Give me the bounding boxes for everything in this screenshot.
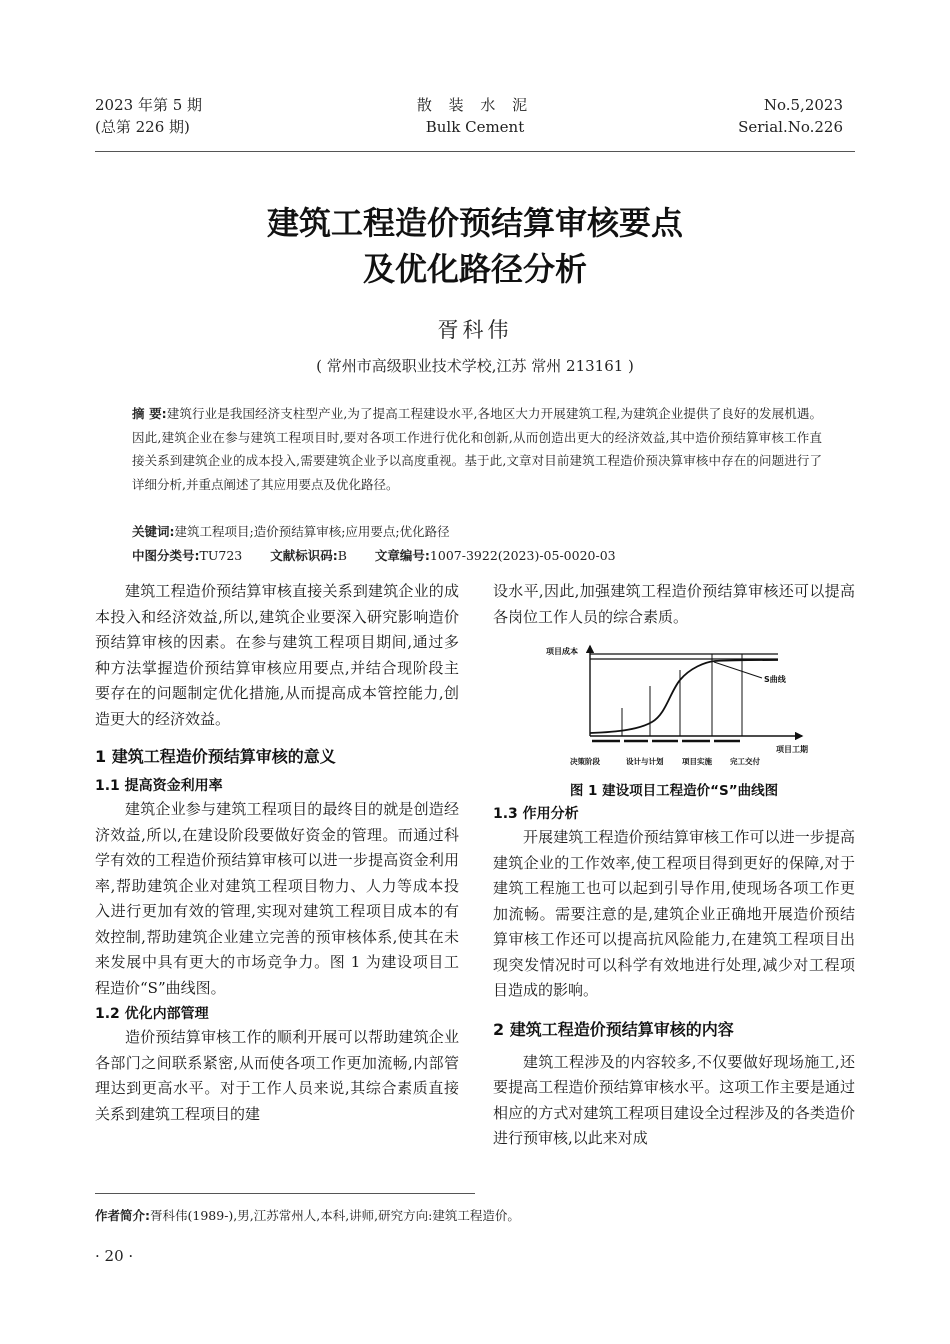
y-axis-label: 项目成本: [546, 647, 578, 656]
x-axis-label: 项目工期: [776, 745, 808, 754]
section-1-3-paragraph: 开展建筑工程造价预结算审核工作可以进一步提高建筑企业的工作效率,使工程项目得到更好的保障,对于建筑工程施工也可以起到引导作用,使现场各项工作更加流畅。需要注意的是,建筑企业正确地开展造价预结算审核工作还可以提高抗风险能力,在建筑工程项目出现突发情况时可以科学有效地进行处理,减少对工程项目造成的影响。: [493, 828, 855, 999]
journal-name-en: Bulk Cement: [425, 118, 525, 136]
section-1-1-heading: 1.1 提高资金利用率: [95, 778, 223, 794]
paper-title: [0, 200, 950, 292]
section-1-1-paragraph: 建筑企业参与建筑工程项目的最终目的就是创造经济效益,所以,在建设阶段要做好资金的管理。而通过科学有效的工程造价预结算审核可以进一步提高资金利用率,帮助建筑企业对建筑工程项目物力、人力等成本投入进行更加有效的管理,实现对建筑工程项目成本的有效控制,帮助建筑企业建立完善的预审核体系,使其在未来发展中具有更大的市场竞争力。图 1 为建设项目工程造价“S”曲线图。: [95, 800, 459, 997]
doc-code-label: 文献标识码:: [270, 548, 338, 563]
right-column-bottom: [493, 803, 855, 1152]
author-bio-text: 胥科伟(1989-),男,江苏常州人,本科,讲师,研究方向:建筑工程造价。: [150, 1208, 520, 1223]
author-name: 胥科伟: [437, 318, 513, 342]
continued-paragraph: 设水平,因此,加强建筑工程造价预结算审核还可以提高各岗位工作人员的综合素质。: [493, 582, 855, 626]
left-column: [95, 579, 459, 1127]
clc-label: 中图分类号:: [132, 548, 200, 563]
title-line-1: 建筑工程造价预结算审核要点: [266, 204, 683, 242]
header-rule: [95, 151, 855, 152]
s-curve-chart: [540, 640, 820, 770]
phase-label-decision: 决策阶段: [570, 757, 600, 766]
intro-paragraph: 建筑工程造价预结算审核直接关系到建筑企业的成本投入和经济效益,所以,建筑企业要深入研究影响造价预结算审核的因素。在参与建筑工程项目期间,通过多种方法掌握造价预结算审核应用要点,并结合现阶段主要存在的问题制定优化措施,从而提高成本管控能力,创造更大的经济效益。: [95, 582, 459, 728]
author-bio: [95, 1206, 855, 1224]
section-2-heading: 2 建筑工程造价预结算审核的内容: [493, 1019, 734, 1039]
s-curve: [590, 660, 778, 733]
article-number-value: 1007-3922(2023)-05-0020-03: [429, 548, 616, 563]
article-number-label: 文章编号:: [374, 548, 430, 563]
abstract: [132, 402, 822, 496]
section-1-heading: 1 建筑工程造价预结算审核的意义: [95, 747, 336, 766]
section-1-3-heading: 1.3 作用分析: [493, 806, 579, 822]
serial-line: (总第 226 期): [95, 118, 190, 136]
section-1-2-heading: 1.2 优化内部管理: [95, 1006, 209, 1022]
serial-line-en: Serial.No.226: [738, 118, 843, 136]
s-curve-figure: [540, 640, 820, 770]
s-curve-label: S曲线: [764, 675, 786, 684]
abstract-label: 摘 要:: [132, 406, 167, 421]
section-1-2-paragraph: 造价预结算审核工作的顺利开展可以帮助建筑企业各部门之间联系紧密,从而使各项工作更加流畅,内部管理达到更高水平。对于工作人员来说,其综合素质直接关系到建筑工程项目的建: [95, 1028, 459, 1123]
header-right: [738, 94, 843, 138]
issue-line: 2023 年第 5 期: [95, 96, 203, 114]
keywords-text: 建筑工程项目;造价预结算审核;应用要点;优化路径: [174, 524, 450, 539]
keywords-label: 关键词:: [132, 524, 175, 539]
title-line-2: 及优化路径分析: [362, 250, 587, 288]
affiliation: ( 常州市高级职业技术学校,江苏 常州 213161 ): [316, 357, 634, 375]
s-curve-pointer: [714, 662, 762, 678]
doc-code-value: B: [337, 548, 347, 563]
phase-label-design: 设计与计划: [626, 757, 664, 766]
figure-caption: 图 1 建设项目工程造价“S”曲线图: [569, 783, 779, 799]
phase-label-delivery: 完工交付: [730, 757, 760, 766]
section-2-paragraph: 建筑工程涉及的内容较多,不仅要做好现场施工,还要提高工程造价预结算审核水平。这项工作主要是通过相应的方式对建筑工程项目建设全过程涉及的各类造价进行预审核,以此来对成: [493, 1052, 855, 1147]
right-column-top: [493, 579, 855, 630]
page-number: · 20 ·: [95, 1247, 134, 1265]
keywords: [132, 522, 832, 542]
issue-line-en: No.5,2023: [763, 96, 843, 114]
journal-name-cn: 散 装 水 泥: [416, 96, 534, 114]
classification-line: [132, 546, 832, 566]
clc-value: TU723: [199, 548, 243, 563]
author-bio-label: 作者简介:: [95, 1208, 150, 1223]
phase-label-construction: 项目实施: [682, 757, 712, 766]
abstract-text: 建筑行业是我国经济支柱型产业,为了提高工程建设水平,各地区大力开展建筑工程,为建筑企业提供了良好的发展机遇。因此,建筑企业在参与建筑工程项目时,要对各项工作进行优化和创新,从而创造出更大的经济效益,其中造价预结算审核工作直接关系到建筑企业的成本投入,需要建筑企业予以高度重视。基于此,文章对目前建筑工程造价预决算审核中存在的问题进行了详细分析,并重点阐述了其应用要点及优化路径。: [132, 406, 822, 492]
footnote-rule: [95, 1193, 475, 1194]
